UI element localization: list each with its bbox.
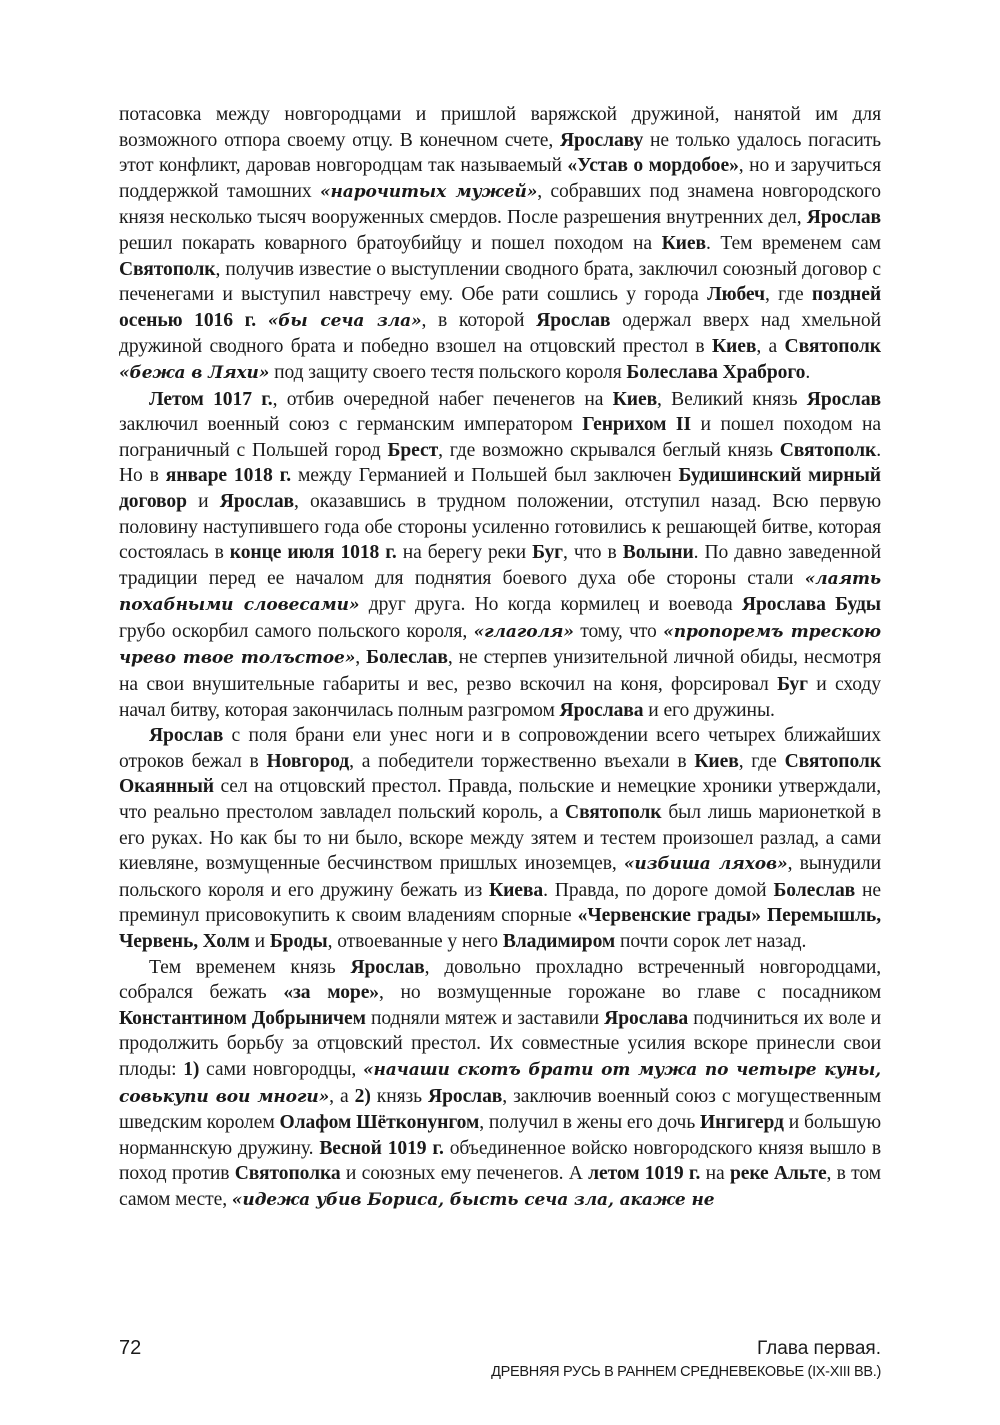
text-run: с поля брани ели унес ноги и в сопровождении всего четырех ближайших отроков бежал в xyxy=(119,725,881,772)
text-run: был лишь марионеткой в его руках. Но как бы то ни было, вскоре между зятем и тестем произошел разлад, а сами киевляне, возмущенные бесчинством пришлых иноземцев, xyxy=(119,802,881,875)
text-run: между Германией и Польшей был заключен xyxy=(291,465,679,487)
text-run: , но возмущенные горожане во главе с посадником xyxy=(379,982,881,1004)
bold-term: Константином Добрыничем xyxy=(119,1007,366,1029)
bold-term: Святополк Окаянный xyxy=(119,750,882,798)
bold-term: Киев xyxy=(711,336,757,358)
bold-term: Генрихом II xyxy=(582,414,691,436)
bold-term: Ярослав xyxy=(428,1085,503,1107)
text-run: , не стерпев унизительной личной обиды, несмотря на свои внушительные габариты и вес, резво вскочил на коня, форсировал xyxy=(119,647,881,696)
bold-term: Ярослав xyxy=(536,309,611,331)
bold-term: Святополка xyxy=(234,1163,341,1185)
text-run: тому, что xyxy=(573,620,664,642)
text-run: сел на отцовский престол. Правда, польские и немецкие хроники утверждали, что реально престолом завладел польский король, а xyxy=(119,776,881,824)
text-run: , но и заручиться поддержкой тамошних xyxy=(119,155,882,202)
bold-term: летом 1019 г. xyxy=(588,1163,701,1185)
old-russian-quote: «идежа убив Бориса, бысть сеча зла, акаже не xyxy=(231,1189,715,1210)
old-russian-quote: «начаши скотъ брати от мужа по четыре куны, совькупи вои многи» xyxy=(119,1059,881,1107)
text-run: . Тем временем сам xyxy=(705,232,881,254)
bold-term: Ярослав xyxy=(806,207,881,229)
paragraph xyxy=(119,955,881,1214)
bold-term: Весной 1019 г. xyxy=(319,1137,444,1159)
text-run: , получил в жены его дочь xyxy=(479,1112,701,1134)
text-run: Тем временем князь xyxy=(149,956,351,978)
text-run: потасовка между новгородцами и пришлой варяжской дружиной, нанятой им для возможного отпора своему отцу. В конечном счете, xyxy=(119,104,881,151)
bold-term: Болеслав xyxy=(773,879,856,901)
running-footer xyxy=(491,1337,881,1383)
bold-term: Буг xyxy=(777,674,808,696)
text-run: , а победители торжественно въехали в xyxy=(349,750,695,772)
old-russian-quote: «нарочитых мужей» xyxy=(319,181,538,202)
text-run: , в которой xyxy=(421,309,537,331)
bold-term: Ярослав xyxy=(149,725,224,747)
bold-term: Буг xyxy=(532,542,563,564)
bold-term: Святополк xyxy=(565,802,662,824)
bold-term: 1) xyxy=(183,1058,200,1080)
bold-term: «за море» xyxy=(283,982,379,1004)
bold-term: Ярослава Буды xyxy=(741,594,881,616)
bold-term: Святополк xyxy=(784,336,881,358)
text-run: , оказавшись в трудном положении, отступил назад. Всю первую половину наступившего года обе стороны усиленно готовились к решающей битве, которая состоялась в xyxy=(119,490,882,564)
paragraph xyxy=(119,102,881,387)
text-run xyxy=(256,310,268,331)
paragraph xyxy=(119,387,881,724)
text-run: не преминул присовокупить к своим владениям спорные xyxy=(119,879,881,927)
text-run: объединенное войско новгородского князя вышло в поход против xyxy=(119,1137,882,1185)
text-run: , а xyxy=(756,336,785,358)
bold-term: Владимиром xyxy=(502,931,616,952)
bold-term: Броды xyxy=(269,931,328,952)
bold-term: Ярослава xyxy=(604,1007,689,1029)
bold-term: Ярославу xyxy=(559,129,644,151)
text-run: и союзных ему печенегов. А xyxy=(340,1163,589,1185)
text-run: друг друга. Но когда кормилец и воевода xyxy=(359,594,742,616)
bold-term: реке Альте xyxy=(729,1163,827,1185)
bold-term: Любеч xyxy=(707,284,765,306)
bold-term: Киев xyxy=(694,750,739,772)
text-run: , что в xyxy=(562,542,623,564)
text-run: на берегу реки xyxy=(396,542,533,564)
text-run: князь xyxy=(370,1085,429,1107)
text-run: под защиту своего тестя польского короля xyxy=(269,361,627,383)
bold-term: Ярослав xyxy=(350,956,425,978)
text-run: , xyxy=(355,647,367,669)
text-run: . По давно заведенной традиции перед ее началом для поднятия боевого духа обе стороны стали xyxy=(119,542,881,589)
text-run: , отбив очередной набег печенегов на xyxy=(272,388,613,410)
text-run: , в том самом месте, xyxy=(119,1163,881,1210)
bold-term: Святополк xyxy=(119,258,216,280)
text-run: грубо оскорбил самого польского короля, xyxy=(119,620,474,642)
text-run: , довольно прохладно встреченный новгородцами, собрался бежать xyxy=(119,956,881,1004)
text-run: на xyxy=(700,1163,730,1185)
bold-term: Летом 1017 г. xyxy=(149,388,273,410)
section-title: ДРЕВНЯЯ РУСЬ В РАННЕМ СРЕДНЕВЕКОВЬЕ (IX-XIII ВВ.) xyxy=(491,1364,881,1380)
text-run: и его дружины. xyxy=(643,699,775,721)
text-run: почти сорок лет назад. xyxy=(615,931,807,952)
old-russian-quote: «пропоремъ трескою чрево твое толъстое» xyxy=(119,621,881,669)
text-run: . Правда, по дороге домой xyxy=(543,879,774,901)
text-run: , отвоеванные у него xyxy=(327,931,503,952)
paragraph xyxy=(119,723,881,954)
bold-term: Киев xyxy=(661,232,706,254)
bold-term: «Червенские грады» Перемышль, Червень, Холм xyxy=(119,905,881,952)
text-run: одержал вверх над хмельной дружиной сводного брата и победно взошел на отцовский престол в xyxy=(119,309,881,358)
old-russian-quote: «бежа в Ляхи» xyxy=(119,362,270,383)
text-run: , где возможно скрывался беглый князь xyxy=(438,439,780,461)
bold-term: Болеслав xyxy=(366,647,448,669)
chapter-title: Глава первая. xyxy=(756,1338,881,1359)
text-run: . xyxy=(805,361,811,383)
old-russian-quote: «лаять похабными словесами» xyxy=(119,568,881,616)
text-run: заключил военный союз с германским императором xyxy=(119,414,583,436)
text-run: , вынудили польского короля и его дружину бежать из xyxy=(119,853,881,901)
bold-term: Новгород xyxy=(266,750,350,772)
text-run: и xyxy=(249,931,270,952)
body-text xyxy=(119,102,881,1214)
text-run: , Великий князь xyxy=(657,388,807,410)
bold-term: Киева xyxy=(489,879,544,901)
bold-term: Волыни xyxy=(622,542,694,564)
text-run: , где xyxy=(738,750,785,772)
text-run: , где xyxy=(764,284,812,306)
old-russian-quote: «глаголя» xyxy=(473,621,574,642)
text-run: подняли мятеж и заставили xyxy=(365,1007,605,1029)
text-run: и сходу начал битву, которая закончилась полным разгромом xyxy=(119,674,881,721)
bold-term: Болеслава Храброго xyxy=(626,361,806,383)
bold-term: Киев xyxy=(612,388,658,410)
text-run: , заключив военный союз с могущественным шведским королем xyxy=(119,1085,881,1134)
text-run: решил покарать коварного братоубийцу и пошел походом на xyxy=(119,232,662,254)
page-number: 72 xyxy=(119,1337,142,1359)
bold-term: Ингигерд xyxy=(700,1112,784,1134)
text-run: не только удалось погасить этот конфликт, даровав новгородцам так называемый xyxy=(119,129,882,177)
text-run: сами новгородцы, xyxy=(199,1058,363,1080)
bold-term: конце июля 1018 г. xyxy=(229,542,397,564)
bold-term: Будишинский мирный договор xyxy=(119,465,881,512)
text-run: , а xyxy=(329,1085,355,1107)
text-run: и xyxy=(186,490,220,512)
bold-term: «Устав о мордобое» xyxy=(567,155,739,177)
old-russian-quote: «бы сеча зла» xyxy=(267,310,422,331)
text-run: и пошел походом на пограничный с Польшей город xyxy=(119,414,882,461)
text-run: . Но в xyxy=(119,439,881,487)
bold-term: Ярослава xyxy=(559,699,644,721)
bold-term: Ярослав xyxy=(219,490,294,512)
bold-term: Святополк xyxy=(779,439,877,461)
bold-term: Брест xyxy=(387,439,439,461)
text-run: , получив известие о выступлении сводного брата, заключил союзный договор с печенегами и выступил навстречу ему. Обе рати сошлись у города xyxy=(119,258,881,306)
text-run: и большую норманнскую дружину. xyxy=(119,1112,882,1159)
text-run: подчиниться их воле и продолжить борьбу за отцовский престол. Их совместные усилия вскоре принесли свои плоды: xyxy=(119,1007,881,1080)
bold-term: Ярослав xyxy=(806,388,881,410)
old-russian-quote: «избиша ляхов» xyxy=(623,854,788,875)
text-run: , собравших под знамена новгородского князя несколько тысяч вооруженных смердов. После разрешения внутренних дел, xyxy=(119,180,881,229)
bold-term: январе 1018 г. xyxy=(165,465,292,487)
bold-term: Олафом Шётконунгом xyxy=(279,1112,480,1134)
bold-term: поздней осенью 1016 г. xyxy=(119,284,882,331)
bold-term: 2) xyxy=(354,1085,371,1107)
